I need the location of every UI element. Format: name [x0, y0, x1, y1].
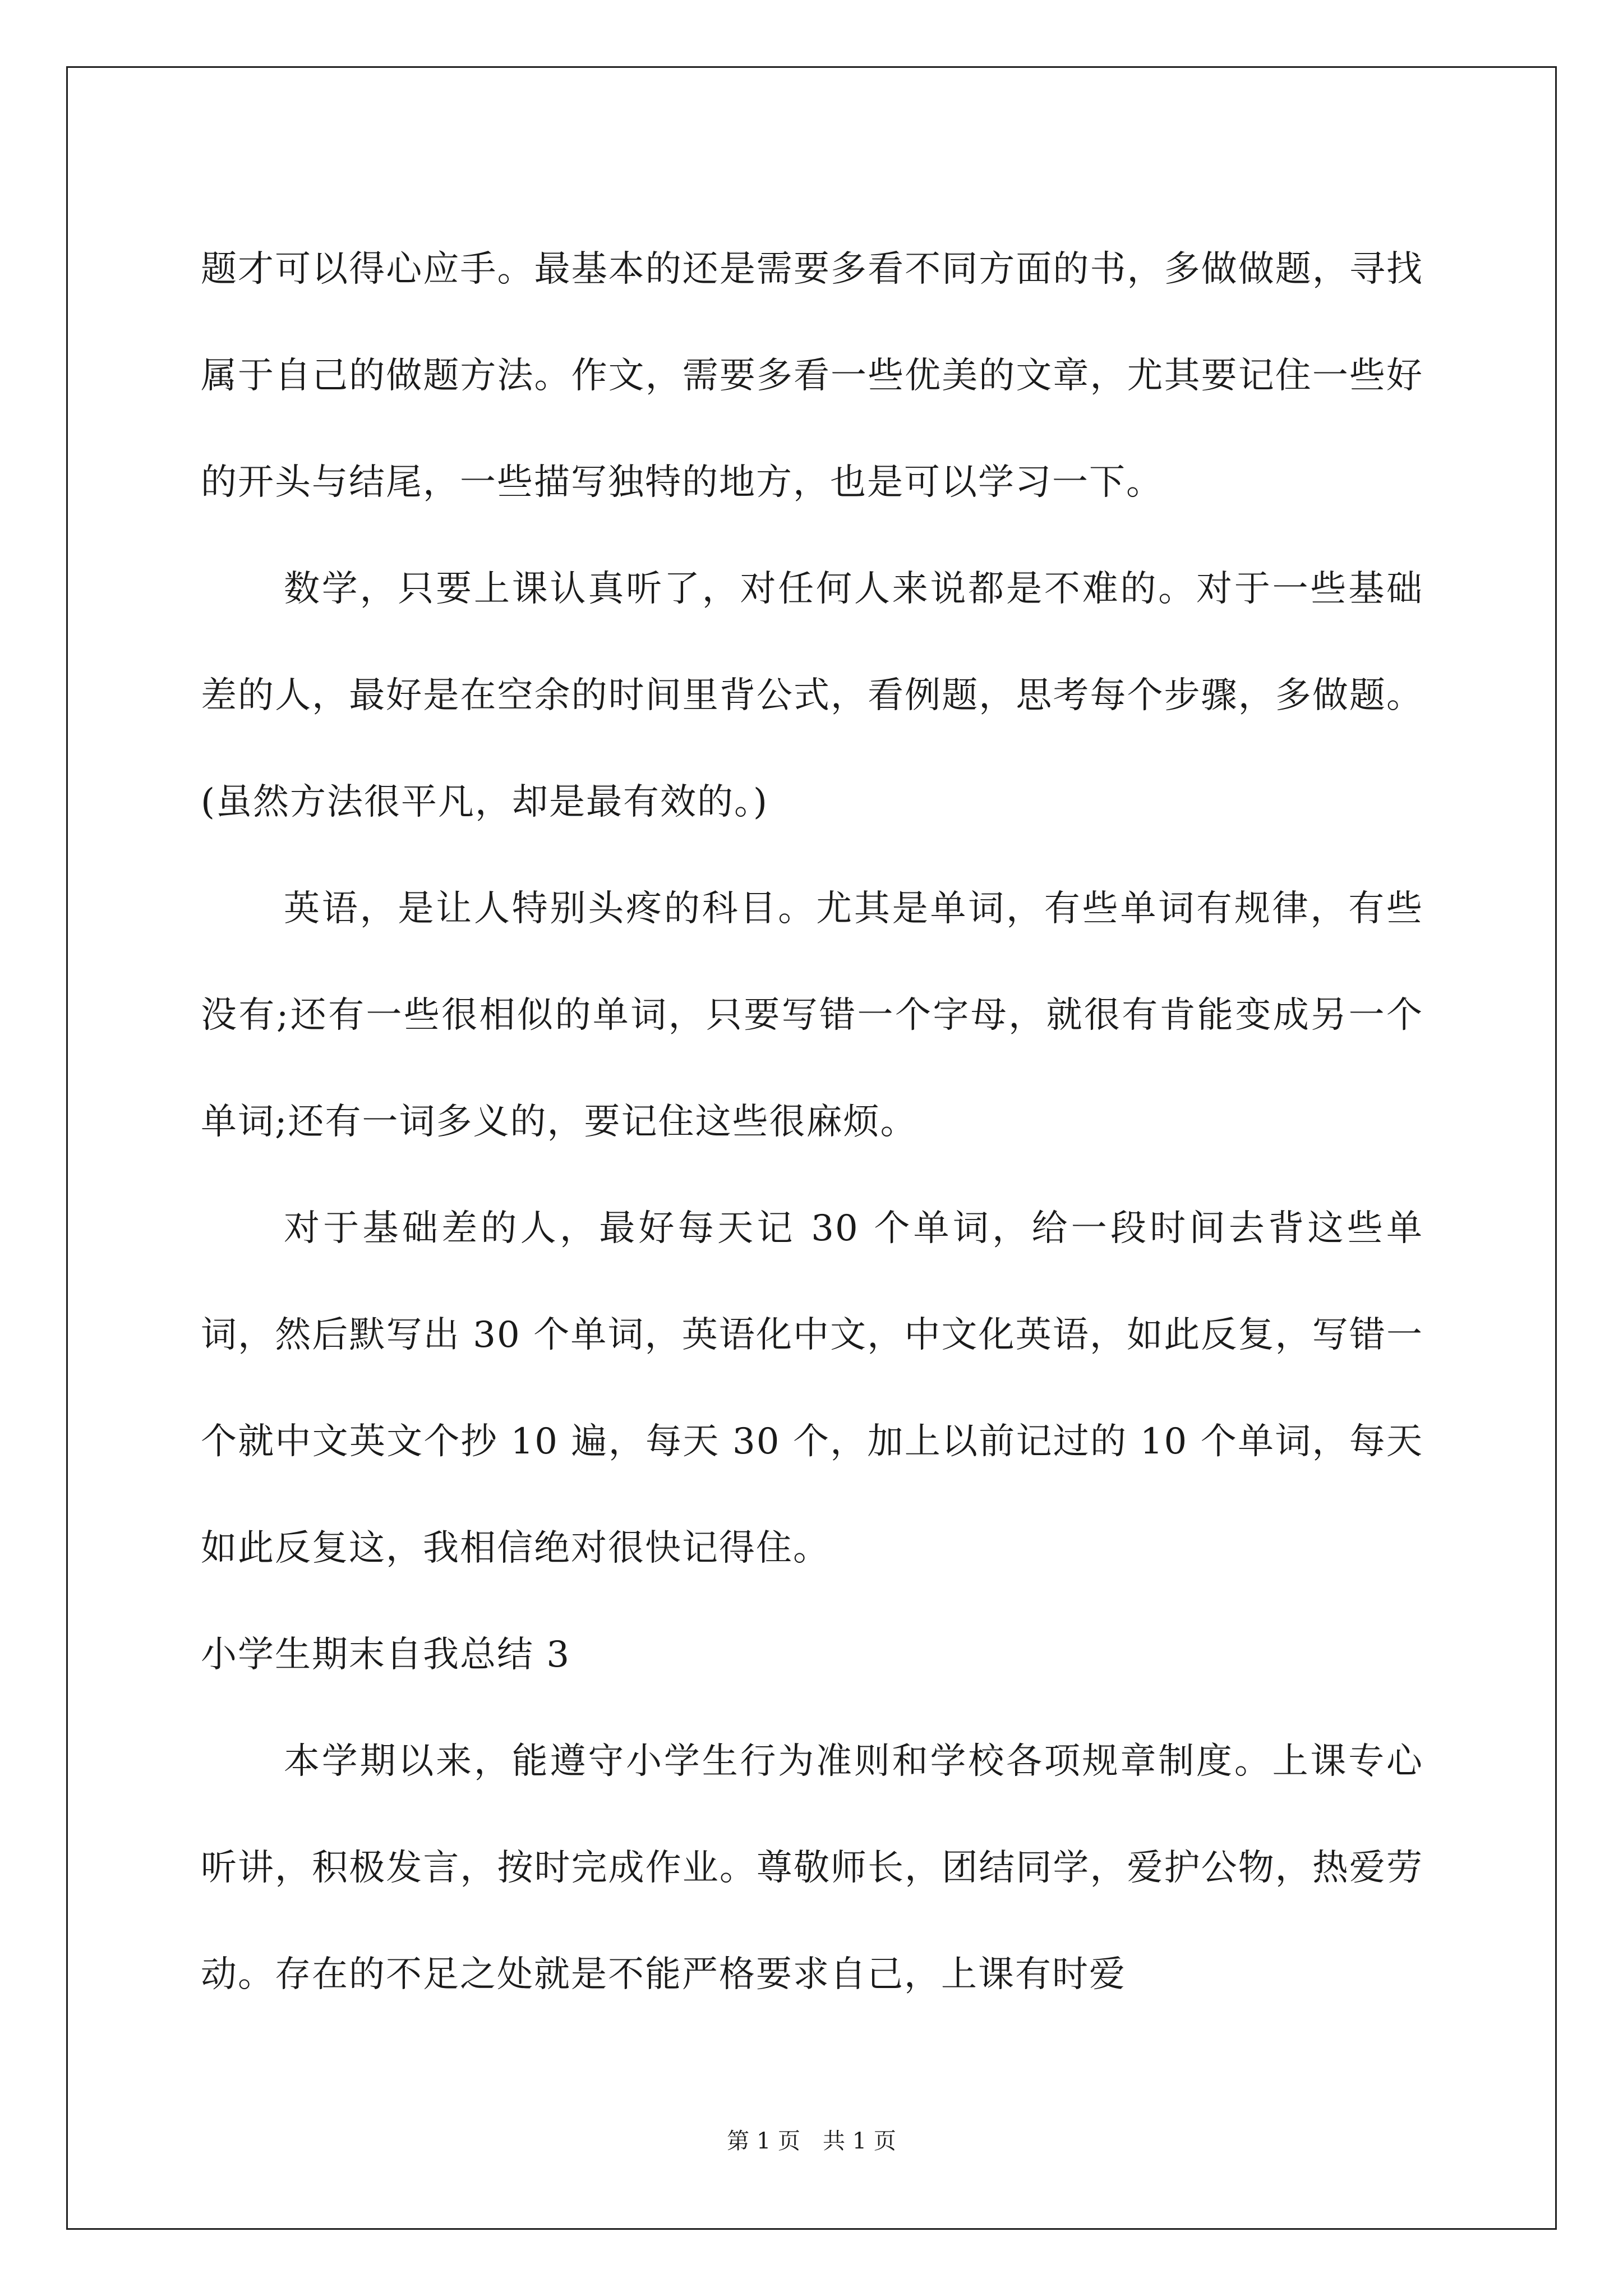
page-footer: [0, 2127, 1623, 2155]
paragraph-summary: 本学期以来，能遵守小学生行为准则和学校各项规章制度。上课专心听讲，积极发言，按时完成作业。尊敬师长，团结同学，爱护公物，热爱劳动。存在的不足之处就是不能严格要求自己，上课有时爱: [201, 1741, 1423, 1995]
paragraph-vocabulary: 对于基础差的人，最好每天记 30 个单词，给一段时间去背这些单词，然后默写出 30 个单词，英语化中文，中文化英语，如此反复，写错一个就中文英文个抄 10 遍，每天 30 个，加上以前记过的 10 个单词，每天如此反复这，我相信绝对很快记得住。: [201, 1208, 1423, 1569]
paragraph-english: 英语，是让人特别头疼的科目。尤其是单词，有些单词有规律，有些没有;还有一些很相似的单词，只要写错一个字母，就很有肯能变成另一个单词;还有一词多义的，要记住这些很麻烦。: [201, 888, 1423, 1143]
section-heading: 小学生期末自我总结 3: [201, 1634, 571, 1676]
page-total: 共 1 页: [823, 2128, 896, 2154]
paragraph-math: 数学，只要上课认真听了，对任何人来说都是不难的。对于一些基础差的人，最好是在空余的时间里背公式，看例题，思考每个步骤，多做题。(虽然方法很平凡，却是最有效的。): [201, 568, 1423, 823]
page-number: 第 1 页: [727, 2128, 800, 2154]
paragraph-essay-tips: 题才可以得心应手。最基本的还是需要多看不同方面的书，多做做题，寻找属于自己的做题方法。作文，需要多看一些优美的文章，尤其要记住一些好的开头与结尾，一些描写独特的地方，也是可以学习一下。: [201, 249, 1423, 503]
document-body: [201, 216, 1423, 2028]
